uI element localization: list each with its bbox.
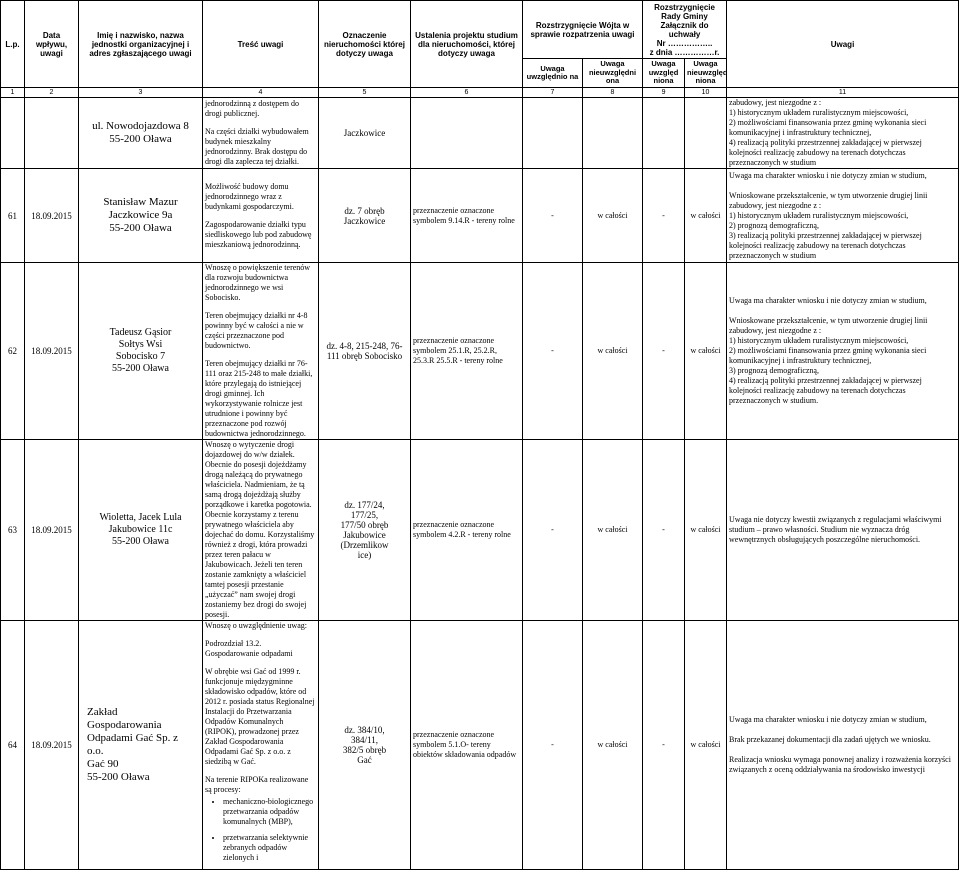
row-rada-nieuwzgl bbox=[685, 98, 727, 169]
row-rada-nieuwzgl: w całości bbox=[685, 263, 727, 440]
row-date: 18.09.2015 bbox=[25, 263, 79, 440]
row-rada-uwzgl bbox=[643, 98, 685, 169]
header-date: Data wpływu, uwagi bbox=[25, 1, 79, 88]
header-applicant: Imię i nazwisko, nazwa jednostki organizacyjnej i adres zgłaszającego uwagi bbox=[79, 1, 203, 88]
row-lp: 62 bbox=[1, 263, 25, 440]
row-provisions: przeznaczenie oznaczone symbolem 25.1.R, 25.2.R, 25.3.R 25.5.R - tereny rolne bbox=[411, 263, 523, 440]
content-paragraph: jednorodzinną z dostępem do drogi publicznej. bbox=[205, 99, 299, 118]
content-paragraph: Podrozdział 13.2. Gospodarowanie odpadami bbox=[205, 639, 293, 658]
col-num: 6 bbox=[411, 88, 523, 98]
column-numbers-row bbox=[1, 88, 959, 98]
content-paragraph: Na części działki wybudowałem budynek mieszkalny jednorodzinny. Brak dostępu do drogi dla zaplecza tej działki. bbox=[205, 127, 309, 166]
row-applicant: Zakład Gospodarowania Odpadami Gać Sp. z o.o. Gać 90 55-200 Oława bbox=[79, 621, 203, 870]
list-item: • mechaniczno-biologicznego przetwarzania odpadów komunalnych (MBP), bbox=[223, 797, 316, 827]
col-num: 8 bbox=[583, 88, 643, 98]
row-content bbox=[203, 169, 319, 263]
content-paragraph: Wnoszę o powiększenie terenów dla rozwoju budownictwa jednorodzinnego we wsi Sobocisko. bbox=[205, 263, 311, 302]
row-provisions: przeznaczenie oznaczone symbolem 9.14.R - tereny rolne bbox=[411, 169, 523, 263]
header-rada-nr: Nr …………….. bbox=[656, 38, 713, 48]
col-num: 7 bbox=[523, 88, 583, 98]
row-provisions: przeznaczenie oznaczone symbolem 5.1.O- tereny obiektów składowania odpadów bbox=[411, 621, 523, 870]
header-rada bbox=[643, 1, 727, 59]
row-lp: 63 bbox=[1, 440, 25, 621]
row-wojt-nieuwzgl: w całości bbox=[583, 621, 643, 870]
col-num: 2 bbox=[25, 88, 79, 98]
header-remarks: Uwagi bbox=[727, 1, 959, 88]
header-rada-nieuwzgl: Uwaga nieuwzględ niona bbox=[685, 59, 727, 88]
row-rada-nieuwzgl: w całości bbox=[685, 169, 727, 263]
row-lp bbox=[1, 98, 25, 169]
col-num: 9 bbox=[643, 88, 685, 98]
table-row bbox=[1, 98, 959, 169]
row-content bbox=[203, 440, 319, 621]
row-wojt-uwzgl: - bbox=[523, 621, 583, 870]
content-paragraph: Zagospodarowanie działki typu siedliskowego lub pod zabudowę mieszkaniową jednorodzinną. bbox=[205, 219, 312, 249]
col-num: 11 bbox=[727, 88, 959, 98]
content-paragraph: Wnoszę o uwzględnienie uwag: bbox=[205, 621, 307, 630]
table-row bbox=[1, 263, 959, 440]
process-list bbox=[213, 797, 316, 863]
row-wojt-uwzgl bbox=[523, 98, 583, 169]
row-property: dz. 177/24, 177/25, 177/50 obręb Jakubowice (Drzemlikow ice) bbox=[319, 440, 411, 621]
row-wojt-nieuwzgl: w całości bbox=[583, 169, 643, 263]
header-row bbox=[1, 1, 959, 59]
list-item: • przetwarzania selektywnie zebranych odpadów zielonych i bbox=[223, 833, 316, 863]
content-paragraph: Teren obejmujący działki nr 4-8 powinny być w całości a nie w części przeznaczone pod budownictwo. bbox=[205, 311, 308, 350]
header-provisions: Ustalenia projektu studium dla nieruchomości, której dotyczy uwaga bbox=[411, 1, 523, 88]
row-date bbox=[25, 98, 79, 169]
row-content bbox=[203, 263, 319, 440]
header-rada-uwzgl: Uwaga uwzględ niona bbox=[643, 59, 685, 88]
row-remarks: Uwaga nie dotyczy kwestii związanych z regulacjami właściwymi studium – prawo własności. Studium nie wyznacza dróg wewnętrznych obsługujących poszczególne nieruchomości. bbox=[727, 440, 959, 621]
row-lp: 61 bbox=[1, 169, 25, 263]
col-num: 1 bbox=[1, 88, 25, 98]
content-paragraph: Na terenie RIPOKa realizowane są procesy: bbox=[205, 775, 309, 794]
row-rada-uwzgl: - bbox=[643, 169, 685, 263]
row-content bbox=[203, 98, 319, 169]
table-row bbox=[1, 169, 959, 263]
content-paragraph: Możliwość budowy domu jednorodzinnego wraz z budynkami gospodarczymi. bbox=[205, 181, 294, 211]
row-remarks: zabudowy, jest niezgodne z : 1) historycznym układem ruralistycznym miejscowości, 2) możliwościami finansowania przez gminę wykonania sieci komunikacyjnej i infrastruktury technicznej, 4) realizacją polityki przestrzennej zakładającej w pierwszej kolejności realizację zabudowy na terenach dotychczas przeznaczonych w studium bbox=[727, 98, 959, 169]
col-num: 4 bbox=[203, 88, 319, 98]
row-wojt-uwzgl: - bbox=[523, 263, 583, 440]
row-provisions bbox=[411, 98, 523, 169]
header-wojt-uwzgl: Uwaga uwzględnio na bbox=[523, 59, 583, 88]
row-date: 18.09.2015 bbox=[25, 169, 79, 263]
row-provisions: przeznaczenie oznaczone symbolem 4.2.R - tereny rolne bbox=[411, 440, 523, 621]
col-num: 10 bbox=[685, 88, 727, 98]
header-lp: L.p. bbox=[1, 1, 25, 88]
header-property: Oznaczenie nieruchomości której dotyczy uwaga bbox=[319, 1, 411, 88]
row-rada-uwzgl: - bbox=[643, 263, 685, 440]
row-applicant: ul. Nowodojazdowa 8 55-200 Oława bbox=[79, 98, 203, 169]
row-rada-nieuwzgl: w całości bbox=[685, 440, 727, 621]
row-remarks: Uwaga ma charakter wniosku i nie dotyczy zmian w studium, Wnioskowane przekształcenie, w tym utworzenie drugiej linii zabudowy, jest niezgodne z : 1) historycznym układem ruralistycznym miejscowości, 2) możliwościami finansowania przez gminę wykonania sieci komunikacyjnej i infrastruktury technicznej, 3) prognozą demograficzną, 4) realizacją polityki przestrzennej zakładającej w pierwszej kolejności realizację zabudowy na terenach dotychczas przeznaczonych w studium. bbox=[727, 263, 959, 440]
row-remarks: Uwaga ma charakter wniosku i nie dotyczy zmian w studium, Wnioskowane przekształcenie, w tym utworzenie drugiej linii zabudowy, jest niezgodne z : 1) historycznym układem ruralistycznym miejscowości, 2) prognozą demograficzną, 3) realizacją polityki przestrzennej zakładającej w pierwszej kolejności realizację zabudowy na terenach dotychczas przeznaczonych w studium bbox=[727, 169, 959, 263]
row-remarks: Uwaga ma charakter wniosku i nie dotyczy zmian w studium, Brak przekazanej dokumentacji dla zadań ujętych we wniosku. Realizacja wniosku wymaga ponownej analizy i rozważenia korzyści związanych z oceną oddziaływania na środowisko inwestycji bbox=[727, 621, 959, 870]
row-content bbox=[203, 621, 319, 870]
row-applicant: Stanisław Mazur Jaczkowice 9a 55-200 Oława bbox=[79, 169, 203, 263]
header-wojt: Rozstrzygnięcie Wójta w sprawie rozpatrzenia uwagi bbox=[523, 1, 643, 59]
row-applicant: Wioletta, Jacek Lula Jakubowice 11c 55-200 Oława bbox=[79, 440, 203, 621]
header-wojt-nieuwzgl: Uwaga nieuwzględni ona bbox=[583, 59, 643, 88]
row-rada-uwzgl: - bbox=[643, 621, 685, 870]
row-wojt-nieuwzgl bbox=[583, 98, 643, 169]
header-content: Treść uwagi bbox=[203, 1, 319, 88]
row-date: 18.09.2015 bbox=[25, 621, 79, 870]
row-rada-uwzgl: - bbox=[643, 440, 685, 621]
row-date: 18.09.2015 bbox=[25, 440, 79, 621]
header-rada-title: Rozstrzygnięcie Rady Gminy Załącznik do uchwały bbox=[654, 2, 715, 39]
row-wojt-uwzgl: - bbox=[523, 169, 583, 263]
row-rada-nieuwzgl: w całości bbox=[685, 621, 727, 870]
row-lp: 64 bbox=[1, 621, 25, 870]
table-row bbox=[1, 440, 959, 621]
row-wojt-nieuwzgl: w całości bbox=[583, 440, 643, 621]
row-property: Jaczkowice bbox=[319, 98, 411, 169]
row-property: dz. 4-8, 215-248, 76-111 obręb Sobocisko bbox=[319, 263, 411, 440]
content-paragraph: Teren obejmujący działki nr 76-111 oraz 215-248 to małe działki, które przylegają do istniejącej drogi gminnej. Ich wykorzystywanie rolnicze jest utrudnione i powinny być przeznaczone pod rozwój budownictwa jednorodzinnego. bbox=[205, 359, 313, 438]
header-rada-date: z dnia ……………r. bbox=[649, 47, 720, 57]
row-wojt-uwzgl: - bbox=[523, 440, 583, 621]
row-wojt-nieuwzgl: w całości bbox=[583, 263, 643, 440]
col-num: 3 bbox=[79, 88, 203, 98]
row-applicant: Tadeusz Gąsior Sołtys Wsi Sobocisko 7 55-200 Oława bbox=[79, 263, 203, 440]
col-num: 5 bbox=[319, 88, 411, 98]
content-paragraph: W obrębie wsi Gać od 1999 r. funkcjonuje międzygminne składowisko odpadów, które od 2012 r. posiada status Regionalnej Instalacji do Przetwarzania Odpadów Komunalnych (RIPOK), prowadzonej przez Zakład Gospodarowania Odpadami Gać Sp. z o.o. z siedzibą w Gać. bbox=[205, 667, 315, 766]
row-property: dz. 384/10, 384/11, 382/5 obręb Gać bbox=[319, 621, 411, 870]
row-property: dz. 7 obręb Jaczkowice bbox=[319, 169, 411, 263]
table-row bbox=[1, 621, 959, 870]
content-paragraph: Wnoszę o wytyczenie drogi dojazdowej do w/w działek. Obecnie do posesji dojeżdżamy drogą należącą do prywatnego właściciela. Nadmieniam, że tą samą drogą dojeżdżają służby porządkowe i karetka pogotowia. Obecnie korzystamy z terenu prywatnego właściciela aby dojechać do domu. Korzystaliśmy również z drogi, która prowadzi przez teren pałacu w Jakubowicach. Jeżeli ten teren zostanie zamknięty a właściciel tamtej posesji przestanie „użyczać” nam swojej drogi zostaniemy bez drogi do swojej posesji. bbox=[205, 440, 315, 619]
